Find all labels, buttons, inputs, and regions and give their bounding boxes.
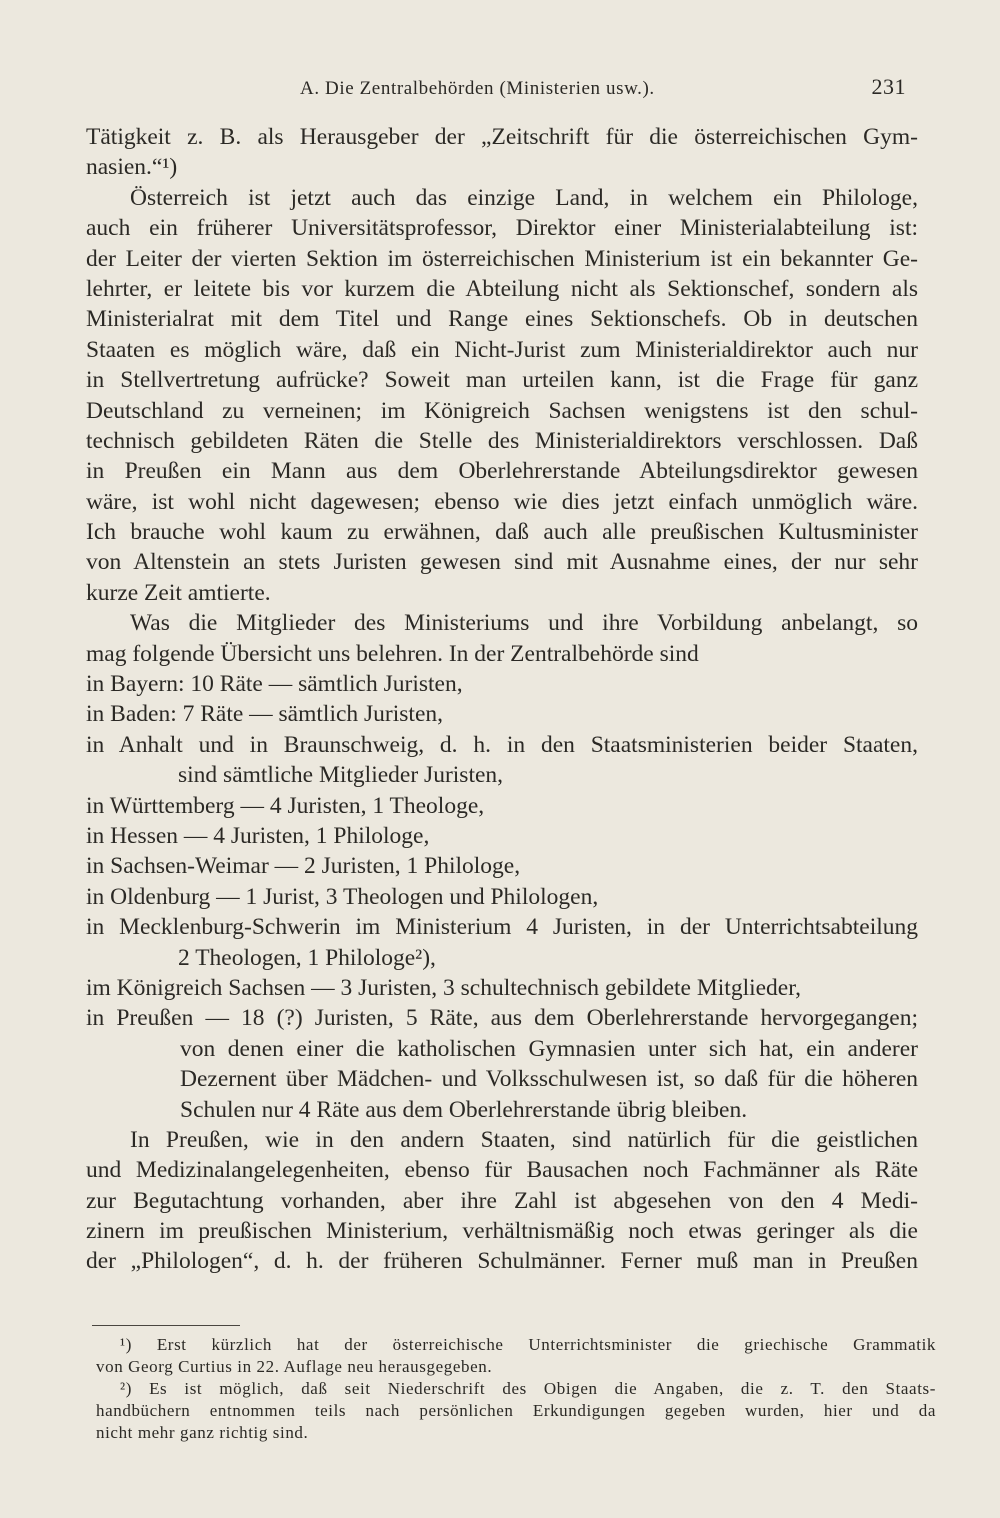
- list-continuation-line: Dezernent über Mädchen- und Volksschulwesen ist, so daß für die höheren: [180, 1066, 918, 1093]
- paragraph-start-line: Was die Mitglieder des Ministeriums und ihre Vorbildung anbelangt, so: [130, 610, 918, 637]
- text-line: technisch gebildeten Räten die Stelle des Ministerialdirektors verschlossen. Daß: [86, 427, 918, 454]
- text-line: zinern im preußischen Ministerium, verhältnismäßig noch etwas geringer als die: [86, 1218, 918, 1245]
- list-continuation-line: 2 Theologen, 1 Philologe²),: [178, 944, 436, 971]
- text-line: von Altenstein an stets Juristen gewesen sind mit Ausnahme eines, der nur sehr: [86, 549, 918, 576]
- list-line: in Württemberg — 4 Juristen, 1 Theologe,: [86, 792, 485, 819]
- footnote-divider: [92, 1325, 240, 1326]
- text-line: der „Philologen“, d. h. der früheren Schulmänner. Ferner muß man in Preußen: [86, 1248, 918, 1275]
- list-continuation-line: Schulen nur 4 Räte aus dem Oberlehrerstande übrig bleiben.: [180, 1096, 748, 1123]
- list-line: in Oldenburg — 1 Jurist, 3 Theologen und Philologen,: [86, 883, 599, 910]
- text-line: der Leiter der vierten Sektion im österreichischen Ministerium ist ein bekannter Ge-: [86, 245, 918, 272]
- text-line: in Stellvertretung aufrücke? Soweit man urteilen kann, ist die Frage für ganz: [86, 367, 918, 394]
- text-line: wäre, ist wohl nicht dagewesen; ebenso wie dies jetzt einfach unmöglich wäre.: [86, 488, 918, 515]
- text-line: mag folgende Übersicht uns belehren. In der Zentralbehörde sind: [86, 640, 699, 667]
- footnote-line: handbüchern entnommen teils nach persönlichen Erkundigungen gegeben wurden, hier und da: [96, 1401, 936, 1420]
- list-line: in Baden: 7 Räte — sämtlich Juristen,: [86, 701, 444, 728]
- running-head: A. Die Zentralbehörden (Ministerien usw.).: [300, 78, 655, 99]
- footnote-line: nicht mehr ganz richtig sind.: [96, 1423, 309, 1442]
- list-line: in Sachsen-Weimar — 2 Juristen, 1 Philologe,: [86, 853, 521, 880]
- footnote-line: ²) Es ist möglich, daß seit Niederschrift des Obigen die Angaben, die z. T. den Staats-: [120, 1379, 936, 1398]
- list-line: in Anhalt und in Braunschweig, d. h. in den Staatsministerien beider Staaten,: [86, 731, 918, 758]
- list-line: in Bayern: 10 Räte — sämtlich Juristen,: [86, 671, 463, 698]
- text-line: in Preußen ein Mann aus dem Oberlehrerstande Abteilungsdirektor gewesen: [86, 458, 918, 485]
- text-line: kurze Zeit amtierte.: [86, 579, 271, 606]
- list-continuation-line: von denen einer die katholischen Gymnasien unter sich hat, ein anderer: [180, 1035, 918, 1062]
- list-continuation-line: sind sämtliche Mitglieder Juristen,: [178, 762, 504, 789]
- text-line: auch ein früherer Universitätsprofessor, Direktor einer Ministerialabteilung ist:: [86, 215, 918, 242]
- list-line: im Königreich Sachsen — 3 Juristen, 3 schultechnisch gebildete Mitglieder,: [86, 974, 801, 1001]
- list-line: in Preußen — 18 (?) Juristen, 5 Räte, aus dem Oberlehrerstande hervorgegangen;: [86, 1005, 918, 1032]
- footnote-line: von Georg Curtius in 22. Auflage neu herausgegeben.: [96, 1357, 493, 1376]
- text-line: lehrter, er leitete bis vor kurzem die Abteilung nicht als Sektionschef, sondern als: [86, 275, 918, 302]
- paragraph-start-line: Österreich ist jetzt auch das einzige Land, in welchem ein Philologe,: [130, 184, 918, 211]
- list-line: in Hessen — 4 Juristen, 1 Philologe,: [86, 822, 430, 849]
- text-line: nasien.“¹): [86, 154, 178, 181]
- text-line: Ministerialrat mit dem Titel und Range eines Sektionschefs. Ob in deutschen: [86, 306, 918, 333]
- text-line: Tätigkeit z. B. als Herausgeber der „Zeitschrift für die österreichischen Gym-: [86, 124, 918, 150]
- footnote-line: ¹) Erst kürzlich hat der österreichische Unterrichtsminister die griechische Grammatik: [120, 1335, 936, 1354]
- list-line: in Mecklenburg-Schwerin im Ministerium 4 Juristen, in der Unterrichtsabteilung: [86, 914, 918, 941]
- text-line: Staaten es möglich wäre, daß ein Nicht-Jurist zum Ministerialdirektor auch nur: [86, 336, 918, 363]
- page-number: 231: [871, 74, 906, 99]
- text-line: und Medizinalangelegenheiten, ebenso für Bausachen noch Fachmänner als Räte: [86, 1157, 918, 1184]
- footnotes: [96, 1334, 936, 1444]
- text-line: zur Begutachtung vorhanden, aber ihre Zahl ist abgesehen von den 4 Medi-: [86, 1187, 918, 1214]
- text-line: Ich brauche wohl kaum zu erwähnen, daß auch alle preußischen Kultusminister: [86, 519, 918, 546]
- paragraph-start-line: In Preußen, wie in den andern Staaten, sind natürlich für die geistlichen: [130, 1126, 918, 1153]
- body-text: [86, 122, 918, 1277]
- page-header: [0, 74, 1000, 106]
- text-line: Deutschland zu verneinen; im Königreich Sachsen wenigstens ist den schul-: [86, 397, 918, 424]
